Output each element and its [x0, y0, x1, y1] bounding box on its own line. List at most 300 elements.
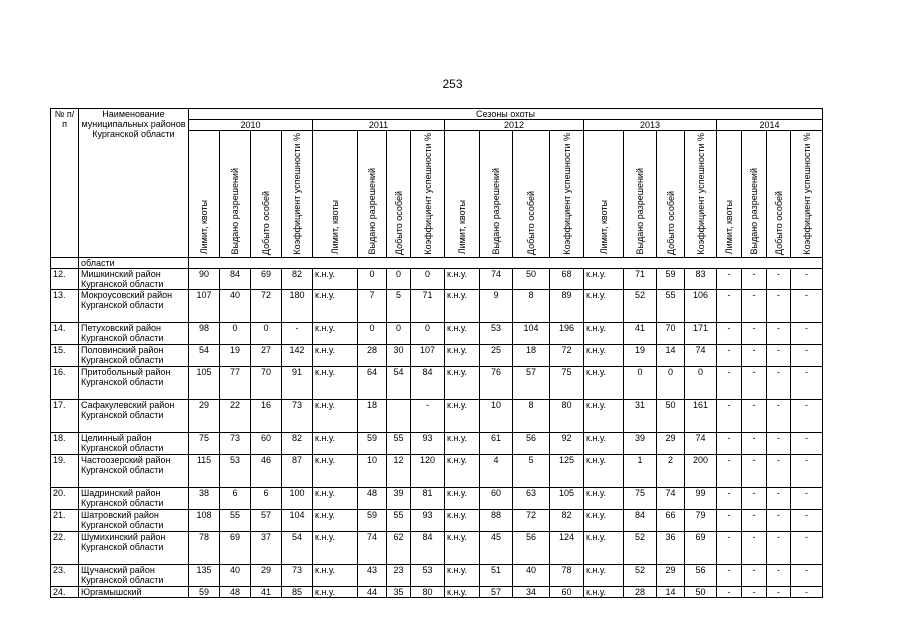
value-cell: 73 [220, 432, 251, 454]
value-cell: 115 [189, 454, 220, 487]
value-cell: 0 [411, 322, 445, 344]
value-cell: 69 [251, 268, 282, 289]
value-cell: 60 [550, 586, 584, 597]
district-name: Половинский район Курганской области [79, 344, 189, 366]
value-cell: 78 [550, 564, 584, 586]
value-cell: 99 [685, 487, 717, 509]
value-cell: к.н.у. [584, 432, 624, 454]
value-cell: 5 [513, 454, 550, 487]
value-cell: 38 [189, 487, 220, 509]
value-cell: к.н.у. [584, 509, 624, 531]
header-seasons: Сезоны охоты [189, 109, 823, 120]
value-cell: к.н.у. [445, 509, 480, 531]
value-cell: 30 [387, 344, 411, 366]
value-cell: - [742, 268, 767, 289]
value-cell: - [791, 344, 823, 366]
table-row [51, 399, 823, 432]
value-cell: - [791, 531, 823, 564]
value-cell: к.н.у. [584, 344, 624, 366]
value-cell: 5 [387, 289, 411, 322]
value-cell: к.н.у. [584, 586, 624, 597]
value-cell: 72 [550, 344, 584, 366]
value-cell: 108 [189, 509, 220, 531]
district-name: Сафакулевский район Курганской области [79, 399, 189, 432]
value-cell: 57 [480, 586, 513, 597]
value-cell: 55 [387, 509, 411, 531]
value-cell: к.н.у. [584, 564, 624, 586]
value-cell: 53 [411, 564, 445, 586]
value-cell: - [742, 586, 767, 597]
value-cell: - [742, 432, 767, 454]
table-row [51, 289, 823, 322]
row-number: 24. [51, 586, 79, 597]
value-cell: - [791, 487, 823, 509]
value-cell: 55 [220, 509, 251, 531]
value-cell: - [717, 322, 742, 344]
value-cell: 70 [657, 322, 685, 344]
value-cell: 10 [358, 454, 387, 487]
row-number: 17. [51, 399, 79, 432]
value-cell: 52 [624, 531, 657, 564]
value-cell: к.н.у. [313, 344, 358, 366]
value-cell: 50 [685, 586, 717, 597]
value-cell: 29 [251, 564, 282, 586]
header-subcolumn-label: Добыто особей [526, 190, 536, 255]
row-number: 19. [51, 454, 79, 487]
district-name: Целинный район Курганской области [79, 432, 189, 454]
value-cell: 87 [282, 454, 313, 487]
value-cell: 57 [513, 366, 550, 399]
value-cell: 196 [550, 322, 584, 344]
value-cell: 0 [220, 322, 251, 344]
value-cell: - [742, 564, 767, 586]
value-cell: 19 [220, 344, 251, 366]
value-cell: 0 [411, 268, 445, 289]
value-cell: - [767, 454, 791, 487]
header-subcolumn [189, 131, 220, 258]
value-cell: - [791, 509, 823, 531]
value-cell: 84 [411, 531, 445, 564]
value-cell: к.н.у. [313, 289, 358, 322]
value-cell: - [717, 531, 742, 564]
value-cell: 0 [387, 322, 411, 344]
value-cell: - [767, 289, 791, 322]
value-cell: к.н.у. [313, 586, 358, 597]
row-number: 21. [51, 509, 79, 531]
header-year: 2013 [584, 120, 717, 131]
value-cell: 16 [251, 399, 282, 432]
table-row [51, 366, 823, 399]
value-cell: 0 [657, 366, 685, 399]
value-cell: 98 [189, 322, 220, 344]
value-cell: 54 [387, 366, 411, 399]
header-subcolumn [685, 131, 717, 258]
header-subcolumn-label: Лимит, квоты [199, 200, 209, 255]
value-cell: 6 [251, 487, 282, 509]
value-cell: к.н.у. [584, 322, 624, 344]
value-cell: - [767, 344, 791, 366]
value-cell: 9 [480, 289, 513, 322]
table-row [51, 509, 823, 531]
header-subcolumn-label: Выдано разрешений [491, 168, 501, 255]
value-cell: 0 [387, 268, 411, 289]
value-cell: 85 [282, 586, 313, 597]
value-cell: 80 [411, 586, 445, 597]
value-cell: к.н.у. [445, 487, 480, 509]
value-cell: к.н.у. [584, 487, 624, 509]
value-cell: 68 [550, 268, 584, 289]
value-cell: 8 [513, 399, 550, 432]
value-cell: - [717, 289, 742, 322]
value-cell: 41 [251, 586, 282, 597]
value-cell: 120 [411, 454, 445, 487]
value-cell: - [791, 454, 823, 487]
header-subcolumn-label: Добыто особей [261, 190, 271, 255]
value-cell: 79 [685, 509, 717, 531]
header-subcolumn [411, 131, 445, 258]
value-cell: 74 [685, 344, 717, 366]
value-cell: 72 [513, 509, 550, 531]
value-cell: 48 [358, 487, 387, 509]
value-cell: - [791, 564, 823, 586]
value-cell: 39 [624, 432, 657, 454]
header-subcolumn [767, 131, 791, 258]
value-cell: к.н.у. [445, 586, 480, 597]
value-cell: 69 [220, 531, 251, 564]
value-cell: 12 [387, 454, 411, 487]
value-cell: 56 [513, 432, 550, 454]
value-cell: 4 [480, 454, 513, 487]
header-subcolumn-label: Выдано разрешений [749, 168, 759, 255]
table-row [51, 432, 823, 454]
value-cell: 52 [624, 564, 657, 586]
value-cell: к.н.у. [313, 487, 358, 509]
value-cell: к.н.у. [584, 366, 624, 399]
value-cell: - [767, 268, 791, 289]
value-cell: - [742, 289, 767, 322]
value-cell: 84 [220, 268, 251, 289]
value-cell: - [717, 432, 742, 454]
value-cell: к.н.у. [584, 531, 624, 564]
header-subcolumn [584, 131, 624, 258]
value-cell: 8 [513, 289, 550, 322]
value-cell: - [742, 366, 767, 399]
page-number: 253 [442, 77, 463, 91]
value-cell: к.н.у. [584, 454, 624, 487]
value-cell: - [767, 399, 791, 432]
value-cell: - [767, 432, 791, 454]
header-subcolumn [220, 131, 251, 258]
header-subcolumn-label: Коэффициент успешности % [695, 133, 706, 255]
value-cell: 73 [282, 399, 313, 432]
value-cell: 55 [657, 289, 685, 322]
value-cell: - [717, 586, 742, 597]
district-name: Петуховский район Курганской области [79, 322, 189, 344]
header-subcolumn [282, 131, 313, 258]
value-cell: 54 [189, 344, 220, 366]
continuation-name: области [79, 257, 189, 268]
district-name: Юргамышский [79, 586, 189, 597]
value-cell: - [767, 509, 791, 531]
table-row [51, 268, 823, 289]
row-number: 16. [51, 366, 79, 399]
row-number: 18. [51, 432, 79, 454]
value-cell: 23 [387, 564, 411, 586]
header-subcolumn-label: Коэффициент успешности % [561, 133, 572, 255]
header-subcolumn [657, 131, 685, 258]
value-cell: к.н.у. [584, 399, 624, 432]
value-cell: 19 [624, 344, 657, 366]
value-cell: 171 [685, 322, 717, 344]
value-cell: 63 [513, 487, 550, 509]
value-cell: 28 [624, 586, 657, 597]
value-cell: 14 [657, 344, 685, 366]
value-cell: - [717, 564, 742, 586]
value-cell: 46 [251, 454, 282, 487]
value-cell: 27 [251, 344, 282, 366]
header-subcolumn-label: Добыто особей [393, 190, 404, 255]
value-cell: 55 [387, 432, 411, 454]
value-cell: 43 [358, 564, 387, 586]
district-name: Частоозерский район Курганской области [79, 454, 189, 487]
value-cell: 92 [550, 432, 584, 454]
value-cell: - [791, 289, 823, 322]
value-cell: - [717, 509, 742, 531]
table-row [51, 454, 823, 487]
value-cell: 107 [411, 344, 445, 366]
value-cell: 82 [282, 268, 313, 289]
value-cell: 1 [624, 454, 657, 487]
value-cell: - [767, 531, 791, 564]
value-cell: 66 [657, 509, 685, 531]
table-row [51, 487, 823, 509]
value-cell: 74 [657, 487, 685, 509]
header-subcolumn [358, 131, 387, 258]
value-cell: 84 [624, 509, 657, 531]
value-cell: - [767, 564, 791, 586]
value-cell: к.н.у. [584, 289, 624, 322]
header-subcolumn [791, 131, 823, 258]
row-number: 12. [51, 268, 79, 289]
value-cell: 107 [189, 289, 220, 322]
table-row [51, 564, 823, 586]
value-cell: 0 [685, 366, 717, 399]
table-row [51, 322, 823, 344]
value-cell: - [742, 487, 767, 509]
value-cell: 125 [550, 454, 584, 487]
value-cell: к.н.у. [445, 399, 480, 432]
value-cell: 69 [685, 531, 717, 564]
value-cell: 72 [251, 289, 282, 322]
value-cell: 34 [513, 586, 550, 597]
hunting-seasons-table [50, 108, 823, 598]
header-subcolumn [717, 131, 742, 258]
district-name: Мокроусовский район Курганской области [79, 289, 189, 322]
value-cell: - [742, 531, 767, 564]
value-cell: 75 [550, 366, 584, 399]
header-subcolumn [513, 131, 550, 258]
value-cell: - [767, 366, 791, 399]
value-cell: - [742, 399, 767, 432]
value-cell: 53 [480, 322, 513, 344]
value-cell: - [767, 487, 791, 509]
value-cell: к.н.у. [313, 268, 358, 289]
value-cell: 88 [480, 509, 513, 531]
continuation-number [51, 257, 79, 268]
row-number: 23. [51, 564, 79, 586]
header-year: 2011 [313, 120, 445, 131]
district-name: Щучанский район Курганской области [79, 564, 189, 586]
value-cell: 29 [657, 432, 685, 454]
value-cell: к.н.у. [445, 564, 480, 586]
value-cell: 70 [251, 366, 282, 399]
value-cell: 71 [411, 289, 445, 322]
value-cell: 31 [624, 399, 657, 432]
value-cell: 53 [220, 454, 251, 487]
value-cell: 56 [685, 564, 717, 586]
header-subcolumn-label: Коэффициент успешности % [292, 133, 302, 255]
value-cell: 59 [189, 586, 220, 597]
value-cell: 80 [550, 399, 584, 432]
value-cell: к.н.у. [445, 432, 480, 454]
header-year: 2010 [189, 120, 313, 131]
value-cell: 48 [220, 586, 251, 597]
value-cell: - [742, 322, 767, 344]
header-number: № п/п [51, 109, 79, 258]
value-cell: к.н.у. [445, 454, 480, 487]
value-cell: 28 [358, 344, 387, 366]
header-subcolumn-label: Лимит, квоты [457, 200, 467, 255]
value-cell: 25 [480, 344, 513, 366]
value-cell: - [411, 399, 445, 432]
value-cell: 104 [282, 509, 313, 531]
header-subcolumn-label: Добыто особей [665, 190, 676, 255]
value-cell: 59 [657, 268, 685, 289]
value-cell: 0 [624, 366, 657, 399]
header-district-name: Наименование муниципальных районов Курганской области [79, 109, 189, 258]
value-cell: 200 [685, 454, 717, 487]
header-subcolumn-label: Выдано разрешений [367, 168, 377, 255]
value-cell: к.н.у. [445, 531, 480, 564]
value-cell: - [767, 586, 791, 597]
value-cell: - [742, 454, 767, 487]
value-cell: 29 [657, 564, 685, 586]
value-cell: к.н.у. [445, 268, 480, 289]
value-cell: 100 [282, 487, 313, 509]
header-subcolumn-label: Добыто особей [773, 190, 784, 255]
value-cell: 44 [358, 586, 387, 597]
value-cell: 56 [513, 531, 550, 564]
header-year: 2014 [717, 120, 823, 131]
value-cell: - [742, 509, 767, 531]
value-cell: к.н.у. [313, 366, 358, 399]
value-cell: 135 [189, 564, 220, 586]
row-number: 22. [51, 531, 79, 564]
value-cell: - [742, 344, 767, 366]
value-cell: - [791, 268, 823, 289]
value-cell: 50 [657, 399, 685, 432]
value-cell: - [282, 322, 313, 344]
value-cell: 93 [411, 432, 445, 454]
value-cell: 91 [282, 366, 313, 399]
value-cell: к.н.у. [584, 268, 624, 289]
value-cell: 57 [251, 509, 282, 531]
value-cell: 6 [220, 487, 251, 509]
row-number: 13. [51, 289, 79, 322]
row-number: 15. [51, 344, 79, 366]
district-name: Притобольный район Курганской области [79, 366, 189, 399]
value-cell: - [791, 586, 823, 597]
value-cell: 75 [624, 487, 657, 509]
value-cell: 60 [251, 432, 282, 454]
value-cell: 75 [189, 432, 220, 454]
value-cell: 64 [358, 366, 387, 399]
value-cell: 180 [282, 289, 313, 322]
header-subcolumn-label: Коэффициент успешности % [801, 133, 812, 255]
value-cell: 0 [358, 268, 387, 289]
header-subcolumn-label: Выдано разрешений [635, 168, 645, 255]
value-cell: 50 [513, 268, 550, 289]
header-subcolumn-label: Выдано разрешений [230, 168, 240, 255]
district-name: Шатровский район Курганской области [79, 509, 189, 531]
value-cell: 76 [480, 366, 513, 399]
value-cell: 106 [685, 289, 717, 322]
value-cell: - [717, 268, 742, 289]
value-cell: 37 [251, 531, 282, 564]
value-cell: 71 [624, 268, 657, 289]
value-cell: 40 [220, 564, 251, 586]
header-subcolumn [480, 131, 513, 258]
value-cell: - [717, 399, 742, 432]
value-cell: 7 [358, 289, 387, 322]
value-cell: к.н.у. [313, 454, 358, 487]
value-cell: 59 [358, 432, 387, 454]
value-cell: 142 [282, 344, 313, 366]
district-name: Шадринский район Курганской области [79, 487, 189, 509]
header-subcolumn-label: Лимит, квоты [330, 200, 340, 255]
value-cell: к.н.у. [445, 344, 480, 366]
value-cell: 40 [513, 564, 550, 586]
value-cell: 62 [387, 531, 411, 564]
value-cell: к.н.у. [445, 322, 480, 344]
value-cell: 22 [220, 399, 251, 432]
value-cell: 10 [480, 399, 513, 432]
header-subcolumn-label: Коэффициент успешности % [422, 133, 433, 255]
value-cell: 60 [480, 487, 513, 509]
value-cell: - [791, 432, 823, 454]
value-cell: 41 [624, 322, 657, 344]
value-cell: - [717, 454, 742, 487]
header-subcolumn-label: Лимит, квоты [724, 200, 734, 255]
value-cell: - [717, 366, 742, 399]
table-row [51, 344, 823, 366]
value-cell: 161 [685, 399, 717, 432]
value-cell: 74 [358, 531, 387, 564]
value-cell: 78 [189, 531, 220, 564]
value-cell: к.н.у. [313, 432, 358, 454]
table-row [51, 531, 823, 564]
value-cell: к.н.у. [445, 366, 480, 399]
value-cell: 105 [189, 366, 220, 399]
value-cell: 29 [189, 399, 220, 432]
value-cell [387, 399, 411, 432]
value-cell: 52 [624, 289, 657, 322]
value-cell: 82 [282, 432, 313, 454]
value-cell: 77 [220, 366, 251, 399]
district-name: Мишкинский район Курганской области [79, 268, 189, 289]
value-cell: 74 [480, 268, 513, 289]
value-cell: 73 [282, 564, 313, 586]
